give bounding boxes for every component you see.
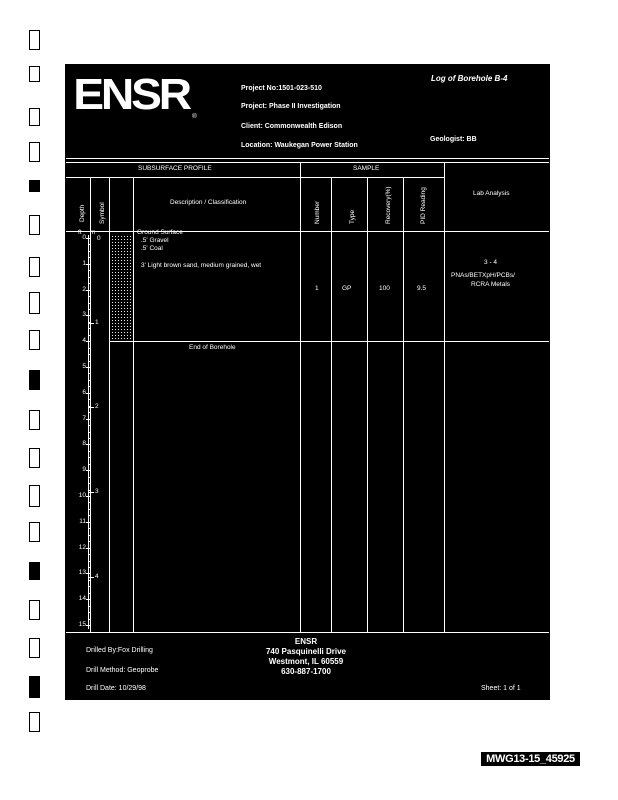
binder-hole — [29, 330, 40, 350]
depth-ft-label: 10 — [78, 492, 86, 499]
binder-hole — [29, 142, 40, 162]
depth-ft-tick — [86, 496, 91, 497]
depth-ft-tick — [86, 444, 91, 445]
binder-hole — [29, 215, 40, 235]
binder-hole — [29, 292, 40, 314]
lab-analysis-header: Lab Analysis — [473, 190, 510, 197]
project-name: Project: Phase II Investigation — [241, 103, 341, 110]
sample-number: 1 — [315, 285, 319, 292]
location: Location: Waukegan Power Station — [241, 142, 358, 149]
depth-ft-label: 2 — [82, 285, 86, 293]
binder-hole — [29, 257, 40, 277]
depth-minor-tick — [88, 490, 90, 491]
binder-hole — [29, 485, 40, 507]
footer-address-1: 740 Pasquinelli Drive — [265, 647, 347, 656]
depth-ft-label: 14 — [78, 595, 86, 603]
binder-hole — [29, 448, 40, 468]
depth-ft-label: 1 — [82, 259, 86, 267]
binder-hole — [29, 370, 40, 390]
bates-stamp: MWG13-15_45925 — [481, 752, 580, 766]
depth-minor-tick — [88, 277, 90, 278]
m-unit-label: m — [90, 229, 96, 236]
binder-hole — [29, 638, 40, 658]
description-line: Ground Surface — [137, 229, 183, 236]
binder-hole — [29, 108, 40, 126]
lab-column-line — [444, 162, 445, 632]
depth-minor-tick — [88, 438, 90, 439]
lab-analytes: PNAs/BETXpH/PCBs/ — [451, 272, 515, 279]
depth-minor-tick — [88, 464, 90, 465]
depth-minor-tick — [88, 509, 90, 510]
depth-ft-tick — [86, 290, 91, 291]
description-line: .5' Gravel — [141, 237, 169, 244]
footer-address-2: Westmont, IL 60559 — [268, 657, 344, 666]
depth-minor-tick — [88, 619, 90, 620]
description-line: 3' Light brown sand, medium grained, wet — [141, 262, 262, 269]
type-header: Type — [349, 209, 356, 224]
depth-minor-tick — [88, 257, 90, 258]
drill-date: Drill Date: 10/29/98 — [86, 685, 146, 692]
depth-minor-tick — [88, 386, 90, 387]
number-header: Number — [314, 200, 321, 224]
depth-minor-tick — [88, 451, 90, 452]
header-divider — [66, 158, 549, 159]
sample-header: SAMPLE — [353, 165, 380, 172]
group-top-line — [66, 162, 549, 163]
depth-ft-label: 11 — [79, 517, 86, 525]
depth-minor-tick — [88, 502, 90, 503]
depth-minor-tick — [88, 328, 90, 329]
binder-hole — [29, 676, 40, 698]
binder-hole — [29, 410, 40, 430]
footer-company: ENSR — [294, 637, 318, 646]
soil-symbol-pattern — [111, 235, 133, 339]
binder-hole — [29, 30, 40, 50]
depth-ft-label: 7 — [82, 414, 86, 422]
binder-hole — [29, 180, 40, 192]
recovery-column-line — [403, 177, 404, 632]
depth-m-zero: 0 — [97, 235, 101, 242]
depth-ft-tick — [86, 341, 91, 342]
project-number: Project No:1501-023-510 — [241, 85, 322, 92]
depth-ft-tick — [86, 573, 91, 574]
footer-divider — [66, 632, 549, 633]
number-column-line — [331, 177, 332, 632]
description-line: .5' Coal — [141, 245, 163, 252]
depth-minor-tick — [88, 399, 90, 400]
depth-minor-tick — [88, 425, 90, 426]
depth-header: Depth — [79, 204, 86, 222]
sheet-number: Sheet: 1 of 1 — [481, 685, 521, 692]
depth-ft-tick — [86, 264, 91, 265]
binder-hole — [29, 522, 40, 542]
footer-phone: 630-887-1700 — [281, 667, 331, 676]
recovery-header: Recovery(%) — [385, 186, 392, 224]
group-header-divider — [66, 177, 444, 178]
depth-ft-label: 5 — [82, 363, 86, 370]
lab-depth: 3 - 4 — [484, 259, 498, 266]
depth-ft-label: 6 — [82, 388, 86, 396]
binder-hole — [29, 66, 40, 82]
lab-analytes: RCRA Metals — [471, 281, 511, 288]
symbol-header: Symbol — [99, 202, 106, 224]
depth-minor-tick — [88, 606, 90, 607]
depth-minor-tick — [88, 457, 90, 458]
drill-method: Drill Method: Geoprobe — [86, 667, 159, 674]
depth-minor-tick — [88, 483, 90, 484]
binder-hole — [29, 562, 40, 580]
sample-group-line — [300, 162, 301, 632]
depth-ft-label: 9 — [82, 466, 86, 474]
depth-m-label: 1 — [95, 318, 99, 326]
pid-reading-header: PID Reading — [420, 187, 427, 224]
depth-minor-tick — [88, 296, 90, 297]
end-of-borehole: End of Borehole — [189, 344, 236, 351]
sample-recovery: 100 — [379, 285, 390, 292]
depth-minor-tick — [88, 251, 90, 252]
description-header: Description / Classification — [170, 199, 247, 206]
depth-minor-tick — [88, 373, 90, 374]
depth-ft-label: 4 — [82, 337, 86, 345]
depth-minor-tick — [88, 309, 90, 310]
borehole-log-sheet — [65, 64, 550, 700]
depth-minor-tick — [88, 554, 90, 555]
depth-ft-tick — [86, 238, 91, 239]
registered-mark: ® — [192, 113, 197, 120]
depth-minor-tick — [88, 515, 90, 516]
depth-minor-tick — [88, 335, 90, 336]
depth-minor-tick — [88, 348, 90, 349]
depth-ft-label: 12 — [78, 543, 86, 551]
ft-unit-label: ft — [78, 229, 82, 236]
binder-hole — [29, 600, 40, 620]
depth-minor-tick — [88, 244, 90, 245]
depth-ft-tick — [86, 419, 91, 420]
depth-ft-label: 13 — [78, 569, 86, 577]
depth-m-tick — [88, 492, 94, 493]
depth-minor-tick — [88, 567, 90, 568]
depth-minor-tick — [88, 528, 90, 529]
depth-m-tick — [88, 407, 94, 408]
log-title: Log of Borehole B-4 — [431, 74, 508, 83]
depth-ft-label: 15 — [78, 621, 86, 628]
depth-minor-tick — [88, 535, 90, 536]
depth-column-line — [90, 177, 91, 632]
depth-minor-tick — [88, 432, 90, 433]
depth-minor-tick — [88, 283, 90, 284]
depth-ft-tick — [86, 393, 91, 394]
drilled-by: Drilled By:Fox Drilling — [86, 647, 153, 654]
binder-hole — [29, 712, 40, 732]
subsurface-profile-header: SUBSURFACE PROFILE — [138, 165, 212, 172]
depth-minor-tick — [88, 361, 90, 362]
depth-minor-tick — [88, 354, 90, 355]
depth-minor-tick — [88, 270, 90, 271]
depth-ft-tick — [86, 599, 91, 600]
depth-minor-tick — [88, 412, 90, 413]
depth-ft-label: 3 — [82, 311, 86, 319]
sample-pid: 9.5 — [417, 285, 427, 292]
description-column-line — [133, 177, 134, 632]
depth-ft-tick — [86, 548, 91, 549]
symbol-column-line — [109, 177, 110, 632]
depth-m-label: 3 — [95, 487, 99, 495]
depth-minor-tick — [88, 477, 90, 478]
depth-minor-tick — [88, 593, 90, 594]
depth-minor-tick — [88, 586, 90, 587]
type-column-line — [367, 177, 368, 632]
depth-ft-tick — [86, 470, 91, 471]
depth-ft-label: 0 — [82, 234, 86, 241]
depth-minor-tick — [88, 380, 90, 381]
ensr-logo: ENSR — [73, 70, 190, 119]
depth-ft-tick — [86, 625, 91, 626]
end-of-borehole-line — [109, 341, 549, 342]
depth-m-label: 2 — [95, 403, 99, 411]
depth-ft-label: 8 — [82, 440, 86, 448]
depth-m-label: 4 — [95, 572, 99, 580]
depth-minor-tick — [88, 612, 90, 613]
depth-minor-tick — [88, 561, 90, 562]
sample-type: GP — [342, 285, 352, 292]
depth-ft-tick — [86, 315, 91, 316]
client: Client: Commonwealth Edison — [241, 123, 343, 130]
geologist: Geologist: BB — [430, 136, 477, 143]
depth-ft-tick — [86, 367, 91, 368]
depth-minor-tick — [88, 580, 90, 581]
depth-m-tick — [88, 577, 94, 578]
depth-m-tick — [88, 323, 94, 324]
depth-minor-tick — [88, 541, 90, 542]
depth-minor-tick — [88, 303, 90, 304]
depth-ft-tick — [86, 522, 91, 523]
